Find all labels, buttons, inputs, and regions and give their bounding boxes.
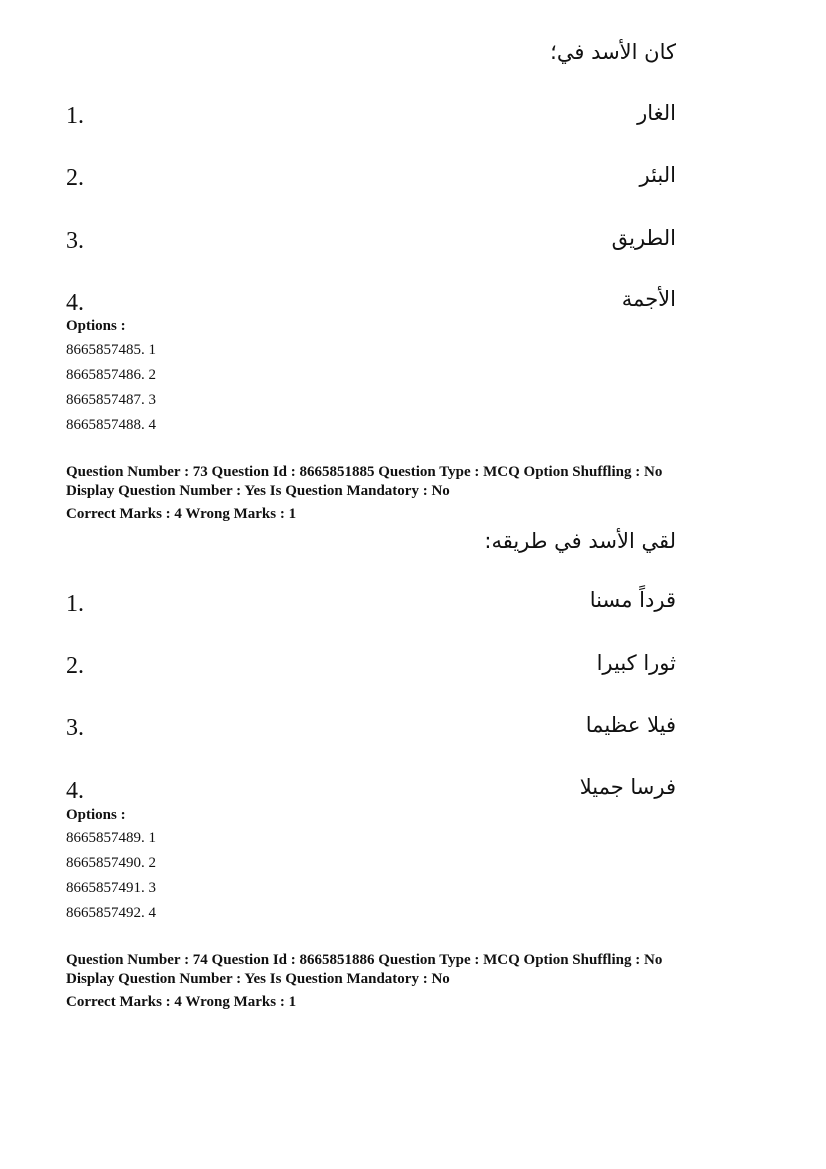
choice-2-number: 2. [66,653,84,679]
choice-1-text: قرداً مسنا [589,588,676,612]
option-id-row: 8665857491. 3 [66,880,156,896]
option-id-row: 8665857485. 1 [66,342,156,358]
choice-1-number: 1. [66,591,84,617]
options-label: Options : [66,807,126,823]
choice-3-number: 3. [66,715,84,741]
option-id-row: 8665857492. 4 [66,905,156,921]
choice-3-text: فيلا عظيما [585,713,676,737]
choice-4-number: 4. [66,290,84,316]
choice-4-text: فرسا جميلا [579,775,676,799]
question-text: لقي الأسد في طريقه: [484,529,676,553]
question-meta-line: Display Question Number : Yes Is Question Mandatory : No [66,971,450,987]
choice-1-number: 1. [66,103,84,129]
option-id-row: 8665857487. 3 [66,392,156,408]
choice-4-text: الأجمة [621,287,676,311]
choice-1-text: الغار [637,101,676,125]
options-label: Options : [66,318,126,334]
marks-line: Correct Marks : 4 Wrong Marks : 1 [66,506,297,522]
choice-3-number: 3. [66,228,84,254]
marks-line: Correct Marks : 4 Wrong Marks : 1 [66,994,297,1010]
choice-2-text: البئر [639,163,676,187]
choice-2-number: 2. [66,165,84,191]
question-meta-line: Question Number : 74 Question Id : 8665851886 Question Type : MCQ Option Shuffling : No [66,952,663,968]
question-meta-line: Display Question Number : Yes Is Question Mandatory : No [66,483,450,499]
question-meta-line: Question Number : 73 Question Id : 8665851885 Question Type : MCQ Option Shuffling : No [66,464,663,480]
choice-2-text: ثورا كبيرا [596,651,676,675]
option-id-row: 8665857490. 2 [66,855,156,871]
choice-4-number: 4. [66,778,84,804]
option-id-row: 8665857489. 1 [66,830,156,846]
choice-3-text: الطريق [611,226,676,250]
option-id-row: 8665857488. 4 [66,417,156,433]
option-id-row: 8665857486. 2 [66,367,156,383]
question-text: كان الأسد في؛ [550,40,676,64]
